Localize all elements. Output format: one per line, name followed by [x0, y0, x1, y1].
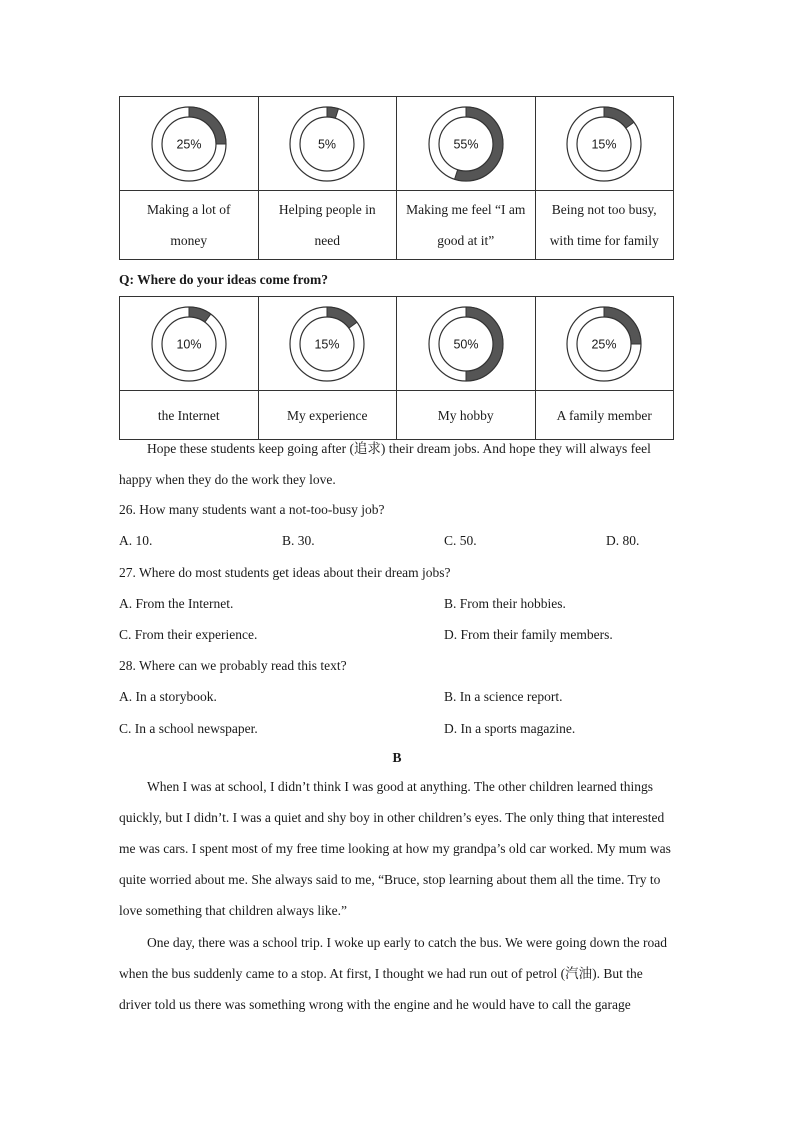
idea-source-survey-table [119, 296, 674, 440]
option-a[interactable]: A. In a storybook. [119, 689, 217, 704]
passage-b-paragraph-2: One day, there was a school trip. I woke up early to catch the bus. We were going down the road when the bus suddenly came to a stop. At first, I thought we had run out of petrol (汽油). But the driver told us there was something wrong with the engine and he would have to call the garage [119, 935, 668, 1012]
ring-percent-label: 25% [591, 337, 617, 351]
ring-percent-label: 10% [176, 337, 202, 351]
ring-cell-3 [535, 297, 674, 391]
ring-caption: Making a lot of money [120, 191, 259, 260]
ring-caption: the Internet [120, 391, 259, 440]
ring-percent-label: 5% [318, 137, 337, 151]
ring-chart [285, 302, 369, 386]
ring-chart [424, 302, 508, 386]
ring-chart [147, 302, 231, 386]
ring-cell-0 [120, 297, 259, 391]
ring-percent-label: 50% [453, 337, 479, 351]
option-b[interactable]: B. 30. [282, 533, 315, 548]
ring-chart [285, 102, 369, 186]
question-26-stem: 26. How many students want a not-too-busy job? [119, 502, 385, 517]
option-d[interactable]: D. From their family members. [444, 627, 613, 642]
option-b[interactable]: B. In a science report. [444, 689, 563, 704]
closing-paragraph: Hope these students keep going after (追求) their dream jobs. And hope they will always feel happy when they do the work they love. [119, 441, 651, 487]
ring-chart [147, 102, 231, 186]
dream-job-survey-table [119, 96, 674, 260]
ring-caption: A family member [535, 391, 674, 440]
ring-percent-label: 15% [314, 337, 340, 351]
ring-cell-1 [258, 97, 397, 191]
ring-caption: Helping people in need [258, 191, 397, 260]
ring-cell-2 [397, 297, 536, 391]
option-d[interactable]: D. In a sports magazine. [444, 721, 576, 736]
option-c[interactable]: C. In a school newspaper. [119, 721, 258, 736]
option-d[interactable]: D. 80. [606, 533, 640, 548]
option-a[interactable]: A. From the Internet. [119, 596, 234, 611]
ring-caption: Making me feel “I am good at it” [397, 191, 536, 260]
option-c[interactable]: C. From their experience. [119, 627, 258, 642]
option-c[interactable]: C. 50. [444, 533, 477, 548]
question-heading: Q: Where do your ideas come from? [119, 272, 328, 287]
ring-caption: Being not too busy, with time for family [535, 191, 674, 260]
ring-cell-3 [535, 97, 674, 191]
ring-caption: My hobby [397, 391, 536, 440]
ring-percent-label: 55% [453, 137, 479, 151]
passage-b-paragraph-1: When I was at school, I didn’t think I was good at anything. The other children learned things quickly, but I didn’t. I was a quiet and shy boy in other children’s eyes. The only thing that interested me was cars. I spent most of my free time looking at how my grandpa’s old car worked. My mum was quite worried about me. She always said to me, “Bruce, stop learning about them all the time. Try to love something that children always like.” [119, 779, 671, 918]
ring-chart [562, 102, 646, 186]
ring-caption: My experience [258, 391, 397, 440]
ring-percent-label: 25% [176, 137, 202, 151]
section-b-heading: B [392, 750, 402, 765]
ring-cell-2 [397, 97, 536, 191]
question-27-stem: 27. Where do most students get ideas about their dream jobs? [119, 565, 451, 580]
ring-cell-1 [258, 297, 397, 391]
ring-percent-label: 15% [591, 137, 617, 151]
option-a[interactable]: A. 10. [119, 533, 153, 548]
option-b[interactable]: B. From their hobbies. [444, 596, 566, 611]
ring-chart [562, 302, 646, 386]
ring-cell-0 [120, 97, 259, 191]
question-28-stem: 28. Where can we probably read this text? [119, 658, 347, 673]
ring-chart [424, 102, 508, 186]
